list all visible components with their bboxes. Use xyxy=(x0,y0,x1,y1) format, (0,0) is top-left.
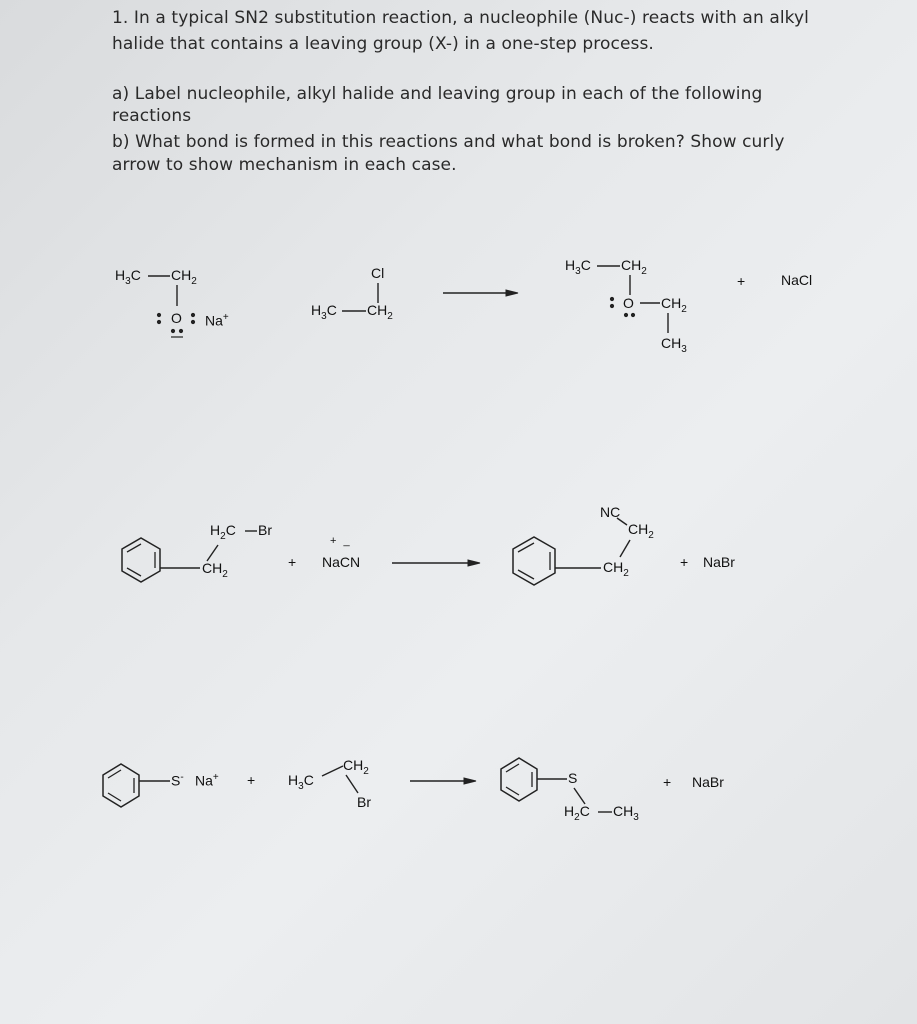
lone-pair-dot xyxy=(157,313,160,316)
r2-reagent-nacn: NaCN xyxy=(322,554,361,570)
reaction-arrow-2-head xyxy=(468,560,480,566)
p2-ch2-bottom-label: $CH_2$ xyxy=(603,559,629,579)
reaction-arrow-1-head xyxy=(506,290,518,296)
lone-pair-dot xyxy=(610,304,613,307)
r1-h3c-alkyl-label: $H_3C$ xyxy=(311,302,337,322)
r3-sulfur-label: S- xyxy=(171,772,184,789)
r1-plus-sign: + xyxy=(737,273,746,289)
lone-pair-dot xyxy=(179,329,182,332)
r2-plus-sign-1: + xyxy=(288,554,297,570)
r3-h3c-label: $H_3C$ xyxy=(288,772,314,792)
r2-ch2-label: $CH_2$ xyxy=(202,560,228,580)
lone-pair-dot xyxy=(171,329,174,332)
p2-nc-label: NC xyxy=(600,504,621,520)
part-a-line-2: reactions xyxy=(112,106,192,126)
r3-sodium-label: Na+ xyxy=(195,772,219,789)
bond-ch2-br-r3 xyxy=(346,775,358,793)
r2-plus-sign-2: + xyxy=(680,554,689,570)
r3-ch2-label: $CH_2$ xyxy=(343,757,369,777)
p1-ch3-label: $CH_3$ xyxy=(661,335,687,355)
r2-reagent-charges: + _ xyxy=(330,535,352,547)
p2-ch2-top-label: $CH_2$ xyxy=(628,521,654,541)
r1-byproduct-nacl: NaCl xyxy=(781,272,813,288)
r3-plus-sign-2: + xyxy=(663,774,672,790)
p3-h2c-label: $H_2C$ xyxy=(564,803,590,823)
bond-h3c-ch2-r3 xyxy=(322,766,343,776)
question-line-2: halide that contains a leaving group (X-) in a one-step process. xyxy=(112,34,654,54)
p1-ch2-label: $CH_2$ xyxy=(621,257,647,277)
bond-ch2-ch2-p2 xyxy=(620,540,630,557)
bond-s-ch2-p3 xyxy=(574,788,585,804)
part-a-line-1: a) Label nucleophile, alkyl halide and leaving group in each of the following xyxy=(112,84,763,104)
p1-h3c-label: $H_3C$ xyxy=(565,257,591,277)
p3-ch3-label: $CH_3$ xyxy=(613,803,639,823)
r3-byproduct-nabr: NaBr xyxy=(692,774,724,790)
question-line-1: 1. In a typical SN2 substitution reaction, a nucleophile (Nuc-) reacts with an alkyl xyxy=(112,8,809,28)
r1-sodium-label: Na+ xyxy=(205,312,229,329)
r1-oxygen-label: O xyxy=(171,310,182,326)
p1-ch2-ether-label: $CH_2$ xyxy=(661,295,687,315)
p3-sulfur-label: S xyxy=(568,770,578,786)
r2-h2c-label: $H_2C$ xyxy=(210,522,236,542)
benzene-ring-p2 xyxy=(513,537,555,585)
lone-pair-dot xyxy=(610,297,613,300)
lone-pair-dot xyxy=(157,320,160,323)
p1-oxygen-label: O xyxy=(623,295,634,311)
reaction-arrow-3-head xyxy=(464,778,476,784)
r1-ch2-alkyl-label: $CH_2$ xyxy=(367,302,393,322)
bond-ch2-h2c-r2 xyxy=(207,545,218,561)
lone-pair-dot xyxy=(624,313,627,316)
r1-chlorine-label: Cl xyxy=(371,265,385,281)
r1-h3c-label: $H_3C$ xyxy=(115,267,141,287)
r3-bromine-label: Br xyxy=(357,794,371,810)
lone-pair-dot xyxy=(631,313,634,316)
r3-plus-sign-1: + xyxy=(247,772,256,788)
lone-pair-dot xyxy=(191,320,194,323)
part-b-line-2: arrow to show mechanism in each case. xyxy=(112,155,457,175)
r2-byproduct-nabr: NaBr xyxy=(703,554,735,570)
part-b-line-1: b) What bond is formed in this reactions and what bond is broken? Show curly xyxy=(112,132,785,152)
r2-bromine-label: Br xyxy=(258,522,272,538)
r1-ch2-label: $CH_2$ xyxy=(171,267,197,287)
lone-pair-dot xyxy=(191,313,194,316)
